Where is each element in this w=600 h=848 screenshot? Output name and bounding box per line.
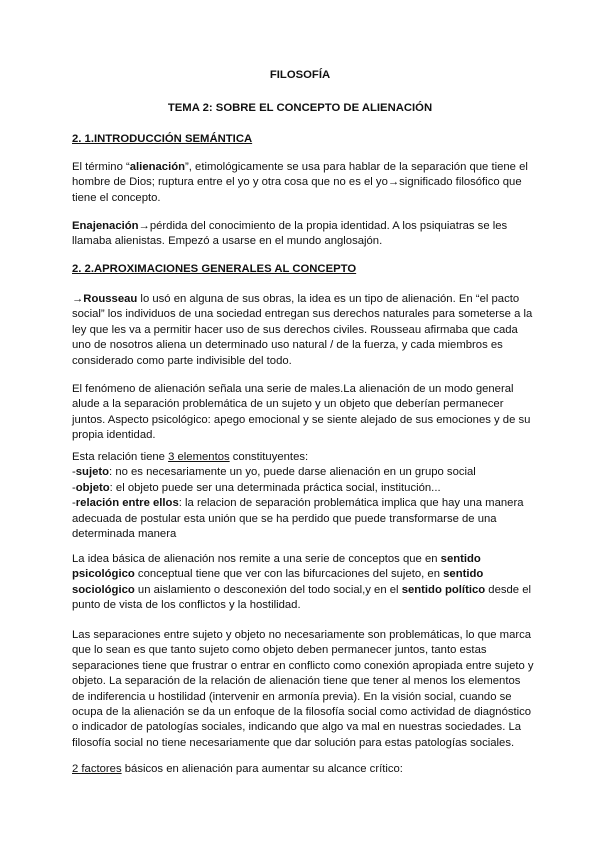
paragraph-line: ocupa de la alienación se da un enfoque de la filosofía social como actividad de diagnóstico [72,706,532,719]
section-heading-aproximaciones: 2. 2.APROXIMACIONES GENERALES AL CONCEPTO [72,263,357,275]
term-sentido: sentido [440,553,481,565]
term-sociologico: sociológico [72,583,135,596]
paragraph-line: punto de vista de los conflictos y la hostilidad. [72,599,301,612]
term-psicologico: psicológico [72,568,135,581]
paragraph-line: juntos. Aspecto psicológico: apego emocional y se siente alejado de sus emociones y de su [72,413,531,426]
section-heading-introduccion: 2. 1.INTRODUCCIÓN SEMÁNTICA [72,133,253,145]
paragraph-enajenacion [72,219,532,250]
paragraph-line: social” los individuos de una sociedad entregan sus derechos naturales para someterse a la [72,308,533,321]
underlined-term: 3 elementos [168,451,230,463]
paragraph-elementos [72,450,532,542]
paragraph-line: de indiferencia u hostilidad (intervenir en armonía previa). En la visión social, cuando se [72,690,512,703]
paragraph-line: o indicador de patologías sociales, indicando que algo va mal en nuestras sociedades. La [72,721,522,734]
paragraph-line: considerado como parte indivisible del todo. [72,354,292,367]
term-sentido: sentido [443,568,484,581]
paragraph-line: hombre de Dios; ruptura entre el yo y otra cosa que no es el yo→significado filosófico que [72,176,522,189]
paragraph-line [72,567,532,582]
text-span: ”, etimológicamente se usa para hablar de la separación que tiene el [185,161,528,173]
text-span: : la relacion de separación problemática implica que hay una manera [178,497,524,510]
paragraph-line: objeto. La separación de la relación de alienación tiene que tener al menos los elementos [72,675,521,688]
list-item-relacion [72,496,532,511]
paragraph-line: adecuada de postular esta unión que se ha perdido que puede transformarse de una [72,512,497,525]
term-enajenacion: Enajenación [72,220,139,232]
paragraph-line [72,160,532,175]
paragraph-line: tiene el concepto. [72,191,161,204]
dash: - [72,466,76,479]
paragraph-line [72,552,532,567]
text-span: Esta relación tiene [72,451,169,463]
paragraph-line: determinada manera [72,528,177,541]
paragraph-rousseau [72,292,532,369]
text-span: un aislamiento o desconexión del todo social,y en el [134,583,402,596]
term-alienacion: alienación [129,161,186,173]
paragraph-line: Las separaciones entre sujeto y objeto no necesariamente son problemáticas, lo que marca [72,629,532,641]
arrow-symbol: → [72,293,84,305]
term-sujeto: sujeto [75,466,110,479]
paragraph-line: llamaba alienistas. Empezó a usarse en el mundo anglosajón. [72,235,383,248]
paragraph-line [72,292,532,307]
text-span: : el objeto puede ser una determinada práctica social, institución... [109,481,441,494]
paragraph-idea-basica [72,552,532,614]
document-title: FILOSOFÍA [269,69,331,81]
text-span: : no es necesariamente un yo, puede darse alienación en un grupo social [109,466,476,479]
paragraph-line: que lo sean es que tanto sujeto como objeto deben permanecer juntos, tanto estas [72,644,487,657]
paragraph-line: uno de nosotros aliena un determinado uso natural / de la fuerza, y cada miembros es [72,339,503,352]
text-span: conceptual tiene que ver con las bifurcaciones del sujeto, en [134,568,444,581]
dash: - [72,481,76,494]
text-span: El término “ [72,161,130,173]
dash: - [72,497,76,510]
document-subtitle: TEMA 2: SOBRE EL CONCEPTO DE ALIENACIÓN [167,102,433,114]
paragraph-line [72,762,532,777]
term-objeto: objeto [75,481,110,494]
paragraph-line: El fenómeno de alienación señala una serie de males.La alienación de un modo general [72,383,514,395]
list-item-objeto [72,481,532,496]
paragraph-line: filosofía social no tiene necesariamente que dar solución para estas patologías sociales. [72,736,515,749]
text-span: desde el [485,583,532,596]
term-sentido-politico: sentido político [401,583,486,596]
paragraph-line [72,450,532,465]
paragraph-separaciones [72,628,532,751]
text-span: →pérdida del conocimiento de la propia identidad. A los psiquiatras se les [138,220,508,232]
list-item-sujeto [72,465,532,480]
underlined-term: 2 factores [72,763,122,775]
term-rousseau: Rousseau [83,293,138,305]
text-span: básicos en alienación para aumentar su alcance crítico: [121,763,403,775]
text-span: lo usó en alguna de sus obras, la idea es un tipo de alienación. En “el pacto [137,293,520,305]
paragraph-line: separaciones tiene que frustrar o entrar en conflicto como conexión apropiada entre sujeto y [72,659,534,672]
paragraph-line: alude a la separación problemática de un sujeto y un objeto que deberían permanecer [72,398,504,411]
paragraph-factores [72,762,532,777]
paragraph-line: propia identidad. [72,429,156,442]
term-relacion: relación entre ellos [75,497,179,510]
paragraph-line [72,583,532,598]
text-span: constituyentes: [229,451,309,463]
paragraph-line: ley que les va a permitir hacer uso de sus derechos civiles. Rousseau afirmaba que cada [72,323,518,336]
paragraph-fenomeno [72,382,532,444]
paragraph-line [72,219,532,234]
text-span: La idea básica de alienación nos remite a una serie de conceptos que en [72,553,441,565]
paragraph-alienacion [72,160,532,206]
